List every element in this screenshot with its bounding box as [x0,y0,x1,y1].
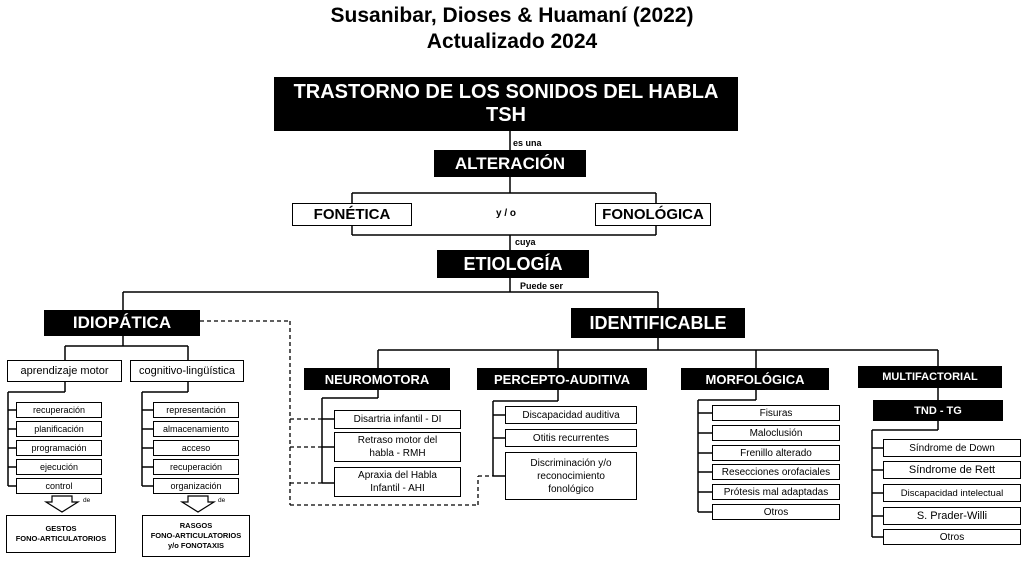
cognitivo-item-2: almacenamiento [153,421,239,437]
idiopatica-box: IDIOPÁTICA [44,310,200,336]
cognitivo-item-4: recuperación [153,459,239,475]
root-box [274,77,738,131]
title-line-2: Actualizado 2024 [426,30,598,53]
percepto-item-3-line-1: Discriminación y/o [530,457,612,469]
rasgos-line-3: y/o FONOTAXIS [167,541,225,550]
morfologica-box: MORFOLÓGICA [681,368,829,390]
multifactorial-item-5: Otros [883,529,1021,545]
motor-item-3: programación [16,440,102,456]
title-line-1: Susanibar, Dioses & Huamaní (2022) [330,4,694,27]
rasgos-line-1: RASGOS [179,521,213,530]
multifactorial-item-4: S. Prader-Willi [883,507,1021,525]
neuromotora-box: NEUROMOTORA [304,368,450,390]
neuromotora-item-2-line-1: Retraso motor del [357,435,438,446]
gestos-line-2: FONO-ARTICULATORIOS [15,534,107,543]
morfologica-item-6: Otros [712,504,840,520]
motor-item-2: planificación [16,421,102,437]
morfologica-item-1: Fisuras [712,405,840,421]
percepto-item-1: Discapacidad auditiva [505,406,637,424]
morfologica-item-3: Frenillo alterado [712,445,840,461]
cognitivo-linguistica-box: cognitivo-lingüística [130,360,244,382]
neuromotora-item-3-line-1: Apraxia del Habla [358,470,437,481]
neuromotora-item-3 [334,467,461,497]
multifactorial-box: MULTIFACTORIAL [858,366,1002,388]
rasgos-line-2: FONO-ARTICULATORIOS [150,531,242,540]
connector-es-una: es una [513,138,542,148]
motor-item-5: control [16,478,102,494]
neuromotora-item-2 [334,432,461,462]
percepto-item-3-line-2: reconocimiento [537,470,605,482]
root-line-2: TSH [486,104,526,126]
root-line-1: TRASTORNO DE LOS SONIDOS DEL HABLA [293,81,719,103]
gestos-line-1: GESTOS [45,524,77,533]
fonetica-box: FONÉTICA [292,203,412,226]
motor-item-4: ejecución [16,459,102,475]
morfologica-item-2: Maloclusión [712,425,840,441]
gestos-box [6,515,116,553]
etiologia-box: ETIOLOGÍA [437,250,589,278]
percepto-auditiva-box: PERCEPTO-AUDITIVA [477,368,647,390]
percepto-item-3-line-3: fonológico [548,483,594,495]
rasgos-box [142,515,250,557]
morfologica-item-4: Resecciones orofaciales [712,464,840,480]
motor-item-1: recuperación [16,402,102,418]
connector-de-right: de [218,497,226,504]
cognitivo-item-5: organización [153,478,239,494]
cognitivo-item-1: representación [153,402,239,418]
percepto-item-2: Otitis recurrentes [505,429,637,447]
neuromotora-item-3-line-2: Infantil - AHI [370,483,425,494]
multifactorial-item-2: Síndrome de Rett [883,461,1021,479]
connector-de-left: de [83,497,91,504]
fonologica-box: FONOLÓGICA [595,203,711,226]
connector-cuya: cuya [515,237,536,247]
connector-y-o: y / o [496,208,517,219]
neuromotora-item-2-line-2: habla - RMH [369,448,426,459]
multifactorial-item-1: Síndrome de Down [883,439,1021,457]
percepto-item-3 [505,452,637,500]
identificable-box: IDENTIFICABLE [571,308,745,338]
connector-puede-ser: Puede ser [520,281,564,291]
morfologica-item-5: Prótesis mal adaptadas [712,484,840,500]
neuromotora-item-1: Disartria infantil - DI [334,410,461,429]
cognitivo-item-3: acceso [153,440,239,456]
tnd-tg-box: TND - TG [873,400,1003,421]
alteracion-box: ALTERACIÓN [434,150,586,177]
aprendizaje-motor-box: aprendizaje motor [7,360,122,382]
multifactorial-item-3: Discapacidad intelectual [883,484,1021,502]
